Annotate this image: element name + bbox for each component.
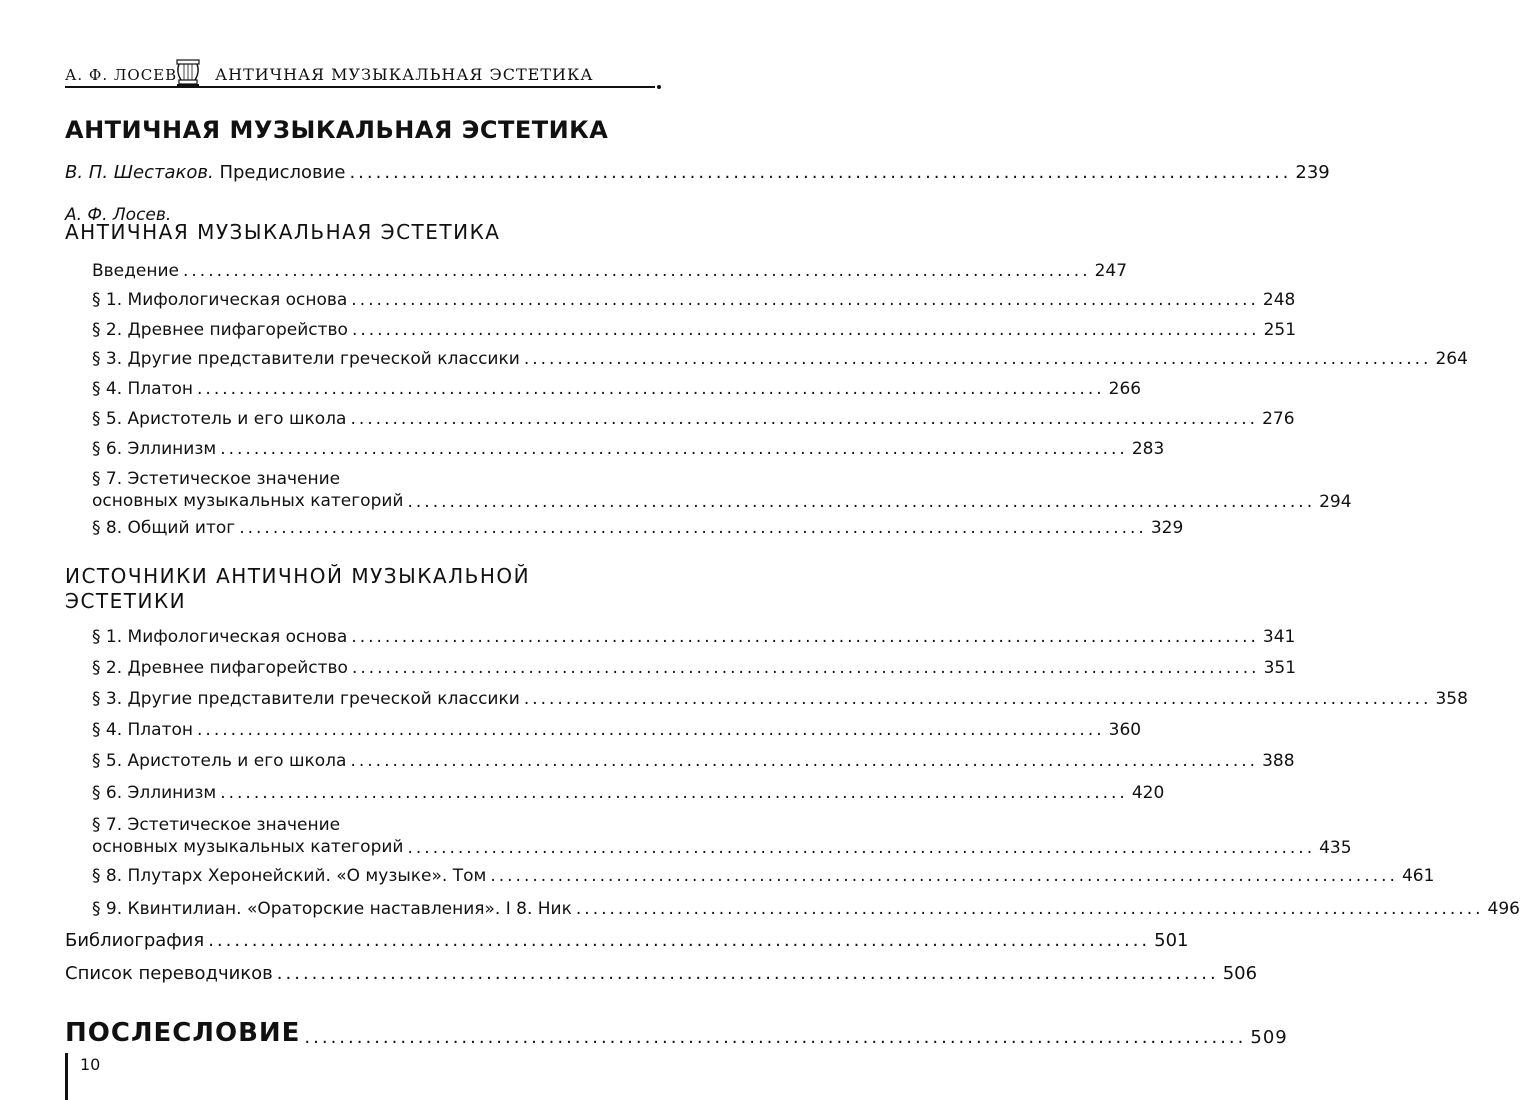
toc-page-number: 360 [1108,720,1142,740]
part1-author: А. Ф. Лосев. [65,205,172,225]
toc-entry[interactable] [92,261,1128,281]
part2-title [65,564,530,614]
toc-entry[interactable] [92,899,1520,919]
leader-dots: ............................................................................................................ [350,409,1259,429]
toc-entry[interactable] [92,290,1296,310]
toc-entry-label-line2: основных музыкальных категорий [92,491,404,511]
leader-dots: ............................................................................................................ [523,349,1432,369]
header-title: АНТИЧНАЯ МУЗЫКАЛЬНАЯ ЭСТЕТИКА [215,65,594,84]
leader-dots: ............................................................................................................ [182,261,1091,281]
toc-entry-label: § 6. Эллинизм [92,783,217,803]
toc-page-number: 501 [1154,930,1189,951]
toc-entry-label: § 8. Общий итог [92,518,236,538]
leader-dots: ............................................................................................................ [490,866,1398,886]
toc-entry[interactable] [92,689,1468,709]
toc-entry[interactable] [92,783,1165,803]
toc-page-number: 358 [1435,689,1468,709]
leader-dots: ............................................................................................................ [197,720,1105,740]
toc-page-number: 294 [1319,492,1352,512]
toc-entry-afterword[interactable] [65,1018,1288,1048]
toc-entry-label: ПОСЛЕСЛОВИЕ [65,1018,301,1048]
toc-entry-label: § 4. Платон [92,720,194,740]
toc-entry-label: § 6. Эллинизм [92,439,217,459]
toc-entry-label: § 3. Другие представители греческой классики [92,689,520,709]
toc-entry-label-line1: § 7. Эстетическое значение [92,469,341,489]
leader-dots: ............................................................................................................ [208,930,1151,951]
toc-page-number: 276 [1262,409,1295,429]
toc-page-number: 239 [1295,162,1330,183]
leader-dots: ............................................................................................................ [575,899,1484,919]
leader-dots: ............................................................................................................ [351,320,1260,340]
toc-page-number: 506 [1222,963,1258,984]
toc-page-number: 283 [1131,439,1165,459]
preface-label: Предисловие [219,162,346,183]
toc-entry[interactable] [92,320,1297,340]
leader-dots: ............................................................................................................ [304,1027,1247,1048]
part2-title-line1: ИСТОЧНИКИ АНТИЧНОЙ МУЗЫКАЛЬНОЙ [65,564,531,588]
toc-entry-label: § 3. Другие представители греческой классики [92,349,520,369]
toc-entry[interactable] [92,627,1296,647]
part2-title-line2: ЭСТЕТИКИ [65,589,187,613]
toc-page-number: 266 [1108,379,1142,399]
toc-entry-label: § 9. Квинтилиан. «Ораторские наставления». I 8. Ник [92,899,572,919]
running-header [65,58,655,94]
page-number: 10 [80,1055,101,1074]
toc-entry-label [92,814,403,858]
toc-page-number: 496 [1487,899,1520,919]
toc-entry[interactable] [92,409,1295,429]
header-rule [65,86,655,88]
leader-dots: ............................................................................................................ [351,658,1260,678]
toc-page-number: 509 [1250,1027,1288,1048]
toc-entry-preface[interactable] [65,162,1330,183]
toc-entry-label: § 4. Платон [92,379,194,399]
toc-page-number: 420 [1131,783,1165,803]
toc-entry[interactable] [92,518,1184,538]
toc-entry[interactable] [92,866,1435,886]
leader-dots: ............................................................................................................ [351,290,1259,310]
leader-dots: ............................................................................................................ [276,963,1219,984]
leader-dots: ............................................................................................................ [220,783,1128,803]
toc-page-number: 251 [1263,320,1297,340]
toc-entry-label [92,468,403,512]
toc-entry-label: § 1. Мифологическая основа [92,627,348,647]
toc-entry[interactable] [92,349,1468,369]
toc-entry-label: Библиография [65,930,205,951]
toc-entry[interactable] [92,814,1352,858]
leader-dots: ............................................................................................................ [350,751,1259,771]
toc-page-number: 351 [1263,658,1297,678]
toc-entry[interactable] [92,468,1352,512]
toc-entry[interactable] [92,379,1142,399]
toc-page-number: 247 [1094,261,1128,281]
preface-author: В. П. Шестаков. [65,162,214,183]
toc-entry-label: § 5. Аристотель и его школа [92,409,347,429]
leader-dots: ............................................................................................................ [407,838,1316,858]
leader-dots: ............................................................................................................ [523,689,1432,709]
header-author: А. Ф. ЛОСЕВ [65,66,178,84]
toc-entry-label: Введение [92,261,179,281]
toc-entry-label: § 1. Мифологическая основа [92,290,348,310]
leader-dots: ............................................................................................................ [239,518,1147,538]
lyre-emblem-icon [175,58,201,88]
toc-page-number: 329 [1150,518,1184,538]
toc-entry-label: § 2. Древнее пифагорейство [92,320,348,340]
toc-entry-label: § 8. Плутарх Херонейский. «О музыке». Том [92,866,487,886]
toc-entry[interactable] [92,658,1297,678]
toc-entry-label: § 2. Древнее пифагорейство [92,658,348,678]
toc-entry[interactable] [92,751,1295,771]
toc-entry-label [65,162,345,183]
leader-dots: ............................................................................................................ [351,627,1259,647]
toc-entry[interactable] [92,439,1165,459]
folio-bar [65,1053,68,1100]
leader-dots: ............................................................................................................ [349,162,1292,183]
toc-entry-label: Список переводчиков [65,963,273,984]
toc-entry[interactable] [92,720,1142,740]
toc-entry-label: § 5. Аристотель и его школа [92,751,347,771]
leader-dots: ............................................................................................................ [220,439,1128,459]
toc-entry-label-line1: § 7. Эстетическое значение [92,815,341,835]
toc-page-number: 388 [1262,751,1295,771]
header-rule-dot [657,85,661,89]
toc-page-number: 341 [1262,627,1296,647]
toc-entry-translators[interactable] [65,963,1258,984]
toc-page-number: 435 [1319,838,1352,858]
toc-page-number: 248 [1262,290,1296,310]
toc-entry-bibliography[interactable] [65,930,1189,951]
leader-dots: ............................................................................................................ [197,379,1105,399]
leader-dots: ............................................................................................................ [407,492,1316,512]
toc-page-number: 264 [1435,349,1468,369]
part1-title: АНТИЧНАЯ МУЗЫКАЛЬНАЯ ЭСТЕТИКА [65,220,501,244]
page-title: АНТИЧНАЯ МУЗЫКАЛЬНАЯ ЭСТЕТИКА [65,116,609,144]
toc-page-number: 461 [1401,866,1435,886]
toc-entry-label-line2: основных музыкальных категорий [92,837,404,857]
